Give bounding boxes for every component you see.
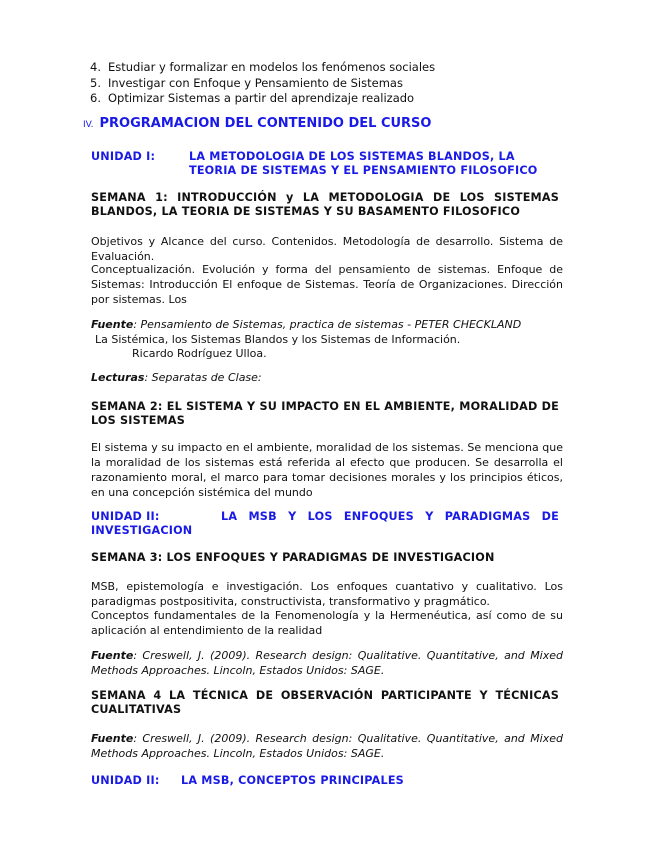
list-item [90,76,435,92]
unit-heading-1 [91,150,559,178]
unit-title-line2: TEORIA DE SISTEMAS Y EL PENSAMIENTO FILOSOFICO [189,164,538,177]
section-heading [83,116,431,131]
list-text: Investigar con Enfoque y Pensamiento de Sistemas [108,75,403,90]
source-line3: Ricardo Rodríguez Ulloa. [132,347,267,360]
week-1-title: SEMANA 1: INTRODUCCIÓN y LA METODOLOGIA DE LOS SISTEMAS BLANDOS, LA TEORIA DE SISTEMAS Y SU BASAMENTO FILOSOFICO [91,191,559,218]
list-item [90,91,435,107]
unit-title-line1: LA METODOLOGIA DE LOS SISTEMAS BLANDOS, LA [189,150,515,163]
source-text: : Creswell, J. (2009). Research design: Qualitative. Quantitative, and Mixed Methods Approaches. Lincoln, Estados Unidos: SAGE. [91,649,563,677]
list-text: Estudiar y formalizar en modelos los fenómenos sociales [108,60,436,74]
week-1-paragraph-2: Conceptualización. Evolución y forma del pensamiento de sistemas. Enfoque de Sistemas: Introducción El enfoque de Sistemas. Teoría de Organizaciones. Dirección por sistemas. Los [91,263,563,306]
list-number: 5. [90,75,101,90]
source-label: Fuente [91,732,134,745]
source-text: : Creswell, J. (2009). Research design: Qualitative. Quantitative, and Mixed Methods Approaches. Lincoln, Estados Unidos: SAGE. [91,732,563,760]
list-text: Optimizar Sistemas a partir del aprendizaje realizado [108,91,415,105]
list-item [90,60,435,76]
unit-title: LA MSB Y LOS ENFOQUES Y PARADIGMAS DE INVESTIGACION [91,510,559,537]
source-text: : Pensamiento de Sistemas, practica de sistemas - PETER CHECKLAND [133,318,522,331]
source-label: Fuente [91,318,134,331]
section-title: PROGRAMACION DEL CONTENIDO DEL CURSO [99,116,432,131]
readings-label: Lecturas [91,371,145,384]
unit-title: LA MSB, CONCEPTOS PRINCIPALES [181,774,404,787]
unit-heading-3 [91,774,559,788]
unit-heading-2 [91,510,559,538]
week-1-source [91,318,563,362]
readings-text: : Separatas de Clase: [144,371,262,384]
section-number: IV. [83,120,94,130]
unit-label: UNIDAD I: [91,150,156,163]
week-4-title: SEMANA 4 LA TÉCNICA DE OBSERVACIÓN PARTICIPANTE Y TÉCNICAS CUALITATIVAS [91,689,559,716]
list-number: 6. [90,91,101,105]
source-label: Fuente [91,649,134,662]
week-1-readings [91,371,563,386]
source-line2: La Sistémica, los Sistemas Blandos y los Sistemas de Información. [95,332,461,346]
week-3-source [91,649,563,678]
week-2-paragraph: El sistema y su impacto en el ambiente, moralidad de los sistemas. Se menciona que la moralidad de los sistemas está referida al efecto que producen. Se desarrolla el razonamiento moral, el marco para tomar decisiones morales y los principios éticos, en una concepción sistémica del mundo [91,441,563,499]
list-number: 4. [90,60,101,74]
objectives-list [90,60,435,107]
week-3-paragraph-2: Conceptos fundamentales de la Fenomenología y la Hermenéutica, así como de su aplicación al entendimiento de la realidad [91,609,563,637]
week-4-source [91,732,563,761]
week-3-paragraph-1: MSB, epistemología e investigación. Los enfoques cuantativo y cualitativo. Los paradigmas postpositivita, constructivista, transformativo y pragmático. [91,580,563,608]
unit-label: UNIDAD II: [91,510,160,523]
unit-label: UNIDAD II: [91,774,160,787]
week-1-paragraph-1: Objetivos y Alcance del curso. Contenidos. Metodología de desarrollo. Sistema de Evaluación. [91,235,563,263]
week-2-title: SEMANA 2: EL SISTEMA Y SU IMPACTO EN EL AMBIENTE, MORALIDAD DE LOS SISTEMAS [91,400,559,427]
week-3-title: SEMANA 3: LOS ENFOQUES Y PARADIGMAS DE INVESTIGACION [91,551,495,564]
